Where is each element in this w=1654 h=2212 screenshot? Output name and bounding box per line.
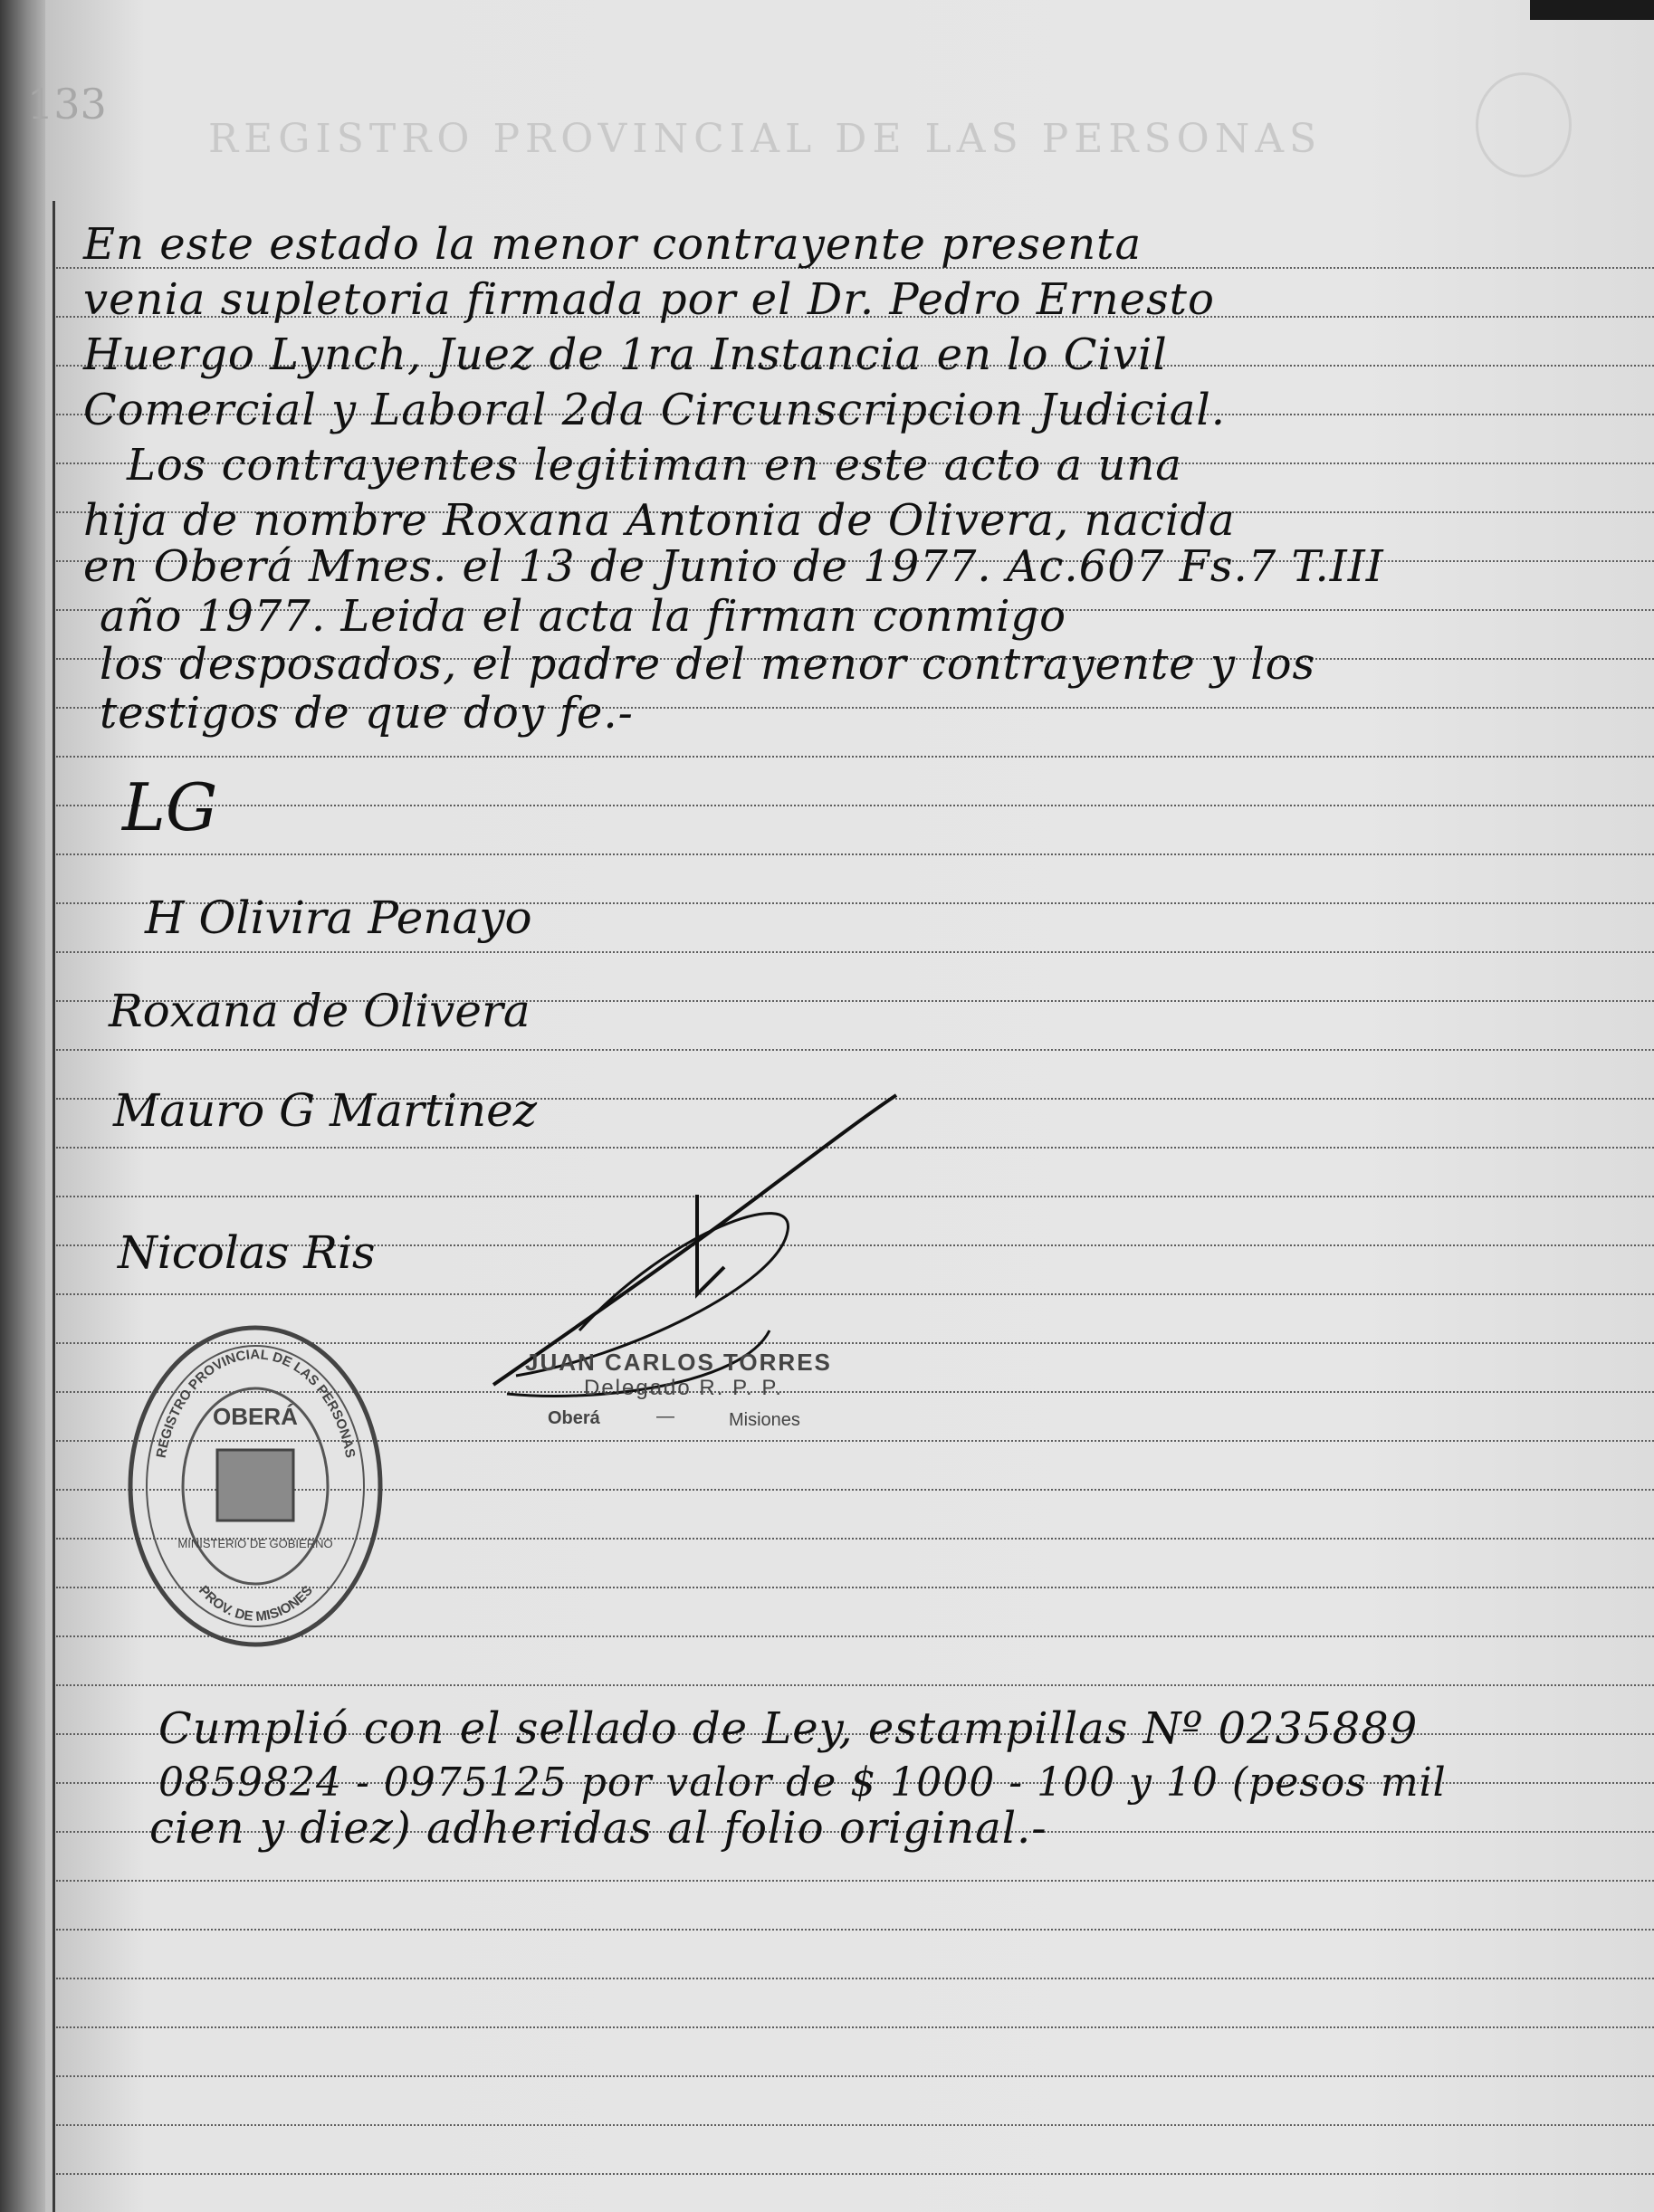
signature-witness: Nicolas Ris: [118, 1226, 376, 1279]
body-line: en Oberá Mnes. el 13 de Junio de 1977. Ac.607 Fs.7 T.III: [83, 541, 1384, 592]
signature-bride: Roxana de Olivera: [109, 985, 531, 1037]
body-line: los desposados, el padre del menor contrayente y los: [100, 639, 1316, 690]
stamp-separator: —: [656, 1406, 674, 1426]
body-line: Los contrayentes legitiman en este acto a una: [127, 440, 1182, 491]
seal-city: OBERÁ: [213, 1403, 298, 1430]
ruled-line: [56, 756, 1654, 758]
ruled-line: [56, 1684, 1654, 1687]
stamp-province: Misiones: [729, 1410, 800, 1430]
page-corner-shadow: [1530, 0, 1654, 20]
ruled-line: [56, 951, 1654, 954]
ruled-line: [56, 805, 1654, 807]
closing-line: Cumplió con el sellado de Ley, estampillas Nº 0235889: [158, 1703, 1419, 1754]
body-line: En este estado la menor contrayente presenta: [83, 219, 1143, 270]
stamp-city: Oberá: [548, 1408, 600, 1428]
body-line: Comercial y Laboral 2da Circunscripcion Judicial.: [83, 385, 1227, 435]
margin-line: [53, 201, 55, 2212]
stamp-name: JUAN CARLOS TORRES: [525, 1349, 832, 1376]
registry-seal: [127, 1323, 385, 1649]
ruled-line: [56, 2124, 1654, 2127]
ruled-line: [56, 1978, 1654, 1980]
ruled-line: [56, 2026, 1654, 2029]
ruled-line: [56, 2173, 1654, 2176]
ruled-line: [56, 2075, 1654, 2078]
seal-ministry: MINISTERIO DE GOBIERNO: [177, 1537, 333, 1550]
ruled-line: [56, 1929, 1654, 1931]
body-line: testigos de que doy fe.-: [100, 688, 634, 739]
seal-emblem: [217, 1450, 293, 1521]
registry-header: REGISTRO PROVINCIAL DE LAS PERSONAS: [208, 116, 1323, 162]
book-binding: [0, 0, 45, 2212]
seal-province-text: PROV. DE MISIONES: [196, 1582, 316, 1625]
signature-father: H Olivira Penayo: [145, 891, 532, 944]
closing-line: 0859824 - 0975125 por valor de $ 1000 - 100 y 10 (pesos mil: [158, 1759, 1447, 1806]
ruled-line: [56, 853, 1654, 856]
body-line: año 1977. Leida el acta la firman conmigo: [100, 591, 1067, 642]
closing-line: cien y diez) adheridas al folio original.-: [149, 1803, 1047, 1854]
body-line: venia supletoria firmada por el Dr. Pedro Ernesto: [83, 274, 1215, 325]
signature-groom: Mauro G Martinez: [113, 1084, 538, 1137]
body-line: Huergo Lynch, Juez de 1ra Instancia en lo Civil: [83, 329, 1168, 380]
ruled-line: [56, 1049, 1654, 1052]
ruled-line: [56, 1880, 1654, 1883]
coat-of-arms-watermark: [1476, 72, 1572, 177]
svg-text:PROV. DE MISIONES: [196, 1583, 316, 1625]
signature-officer-initials: LG: [122, 769, 218, 845]
seal-outer-text: REGISTRO PROVINCIAL DE LAS PERSONAS: [153, 1347, 359, 1460]
folio-number: 133: [27, 80, 107, 129]
body-line: hija de nombre Roxana Antonia de Olivera, nacida: [83, 495, 1236, 546]
stamp-title: Delegado R. P. P.: [584, 1376, 783, 1400]
